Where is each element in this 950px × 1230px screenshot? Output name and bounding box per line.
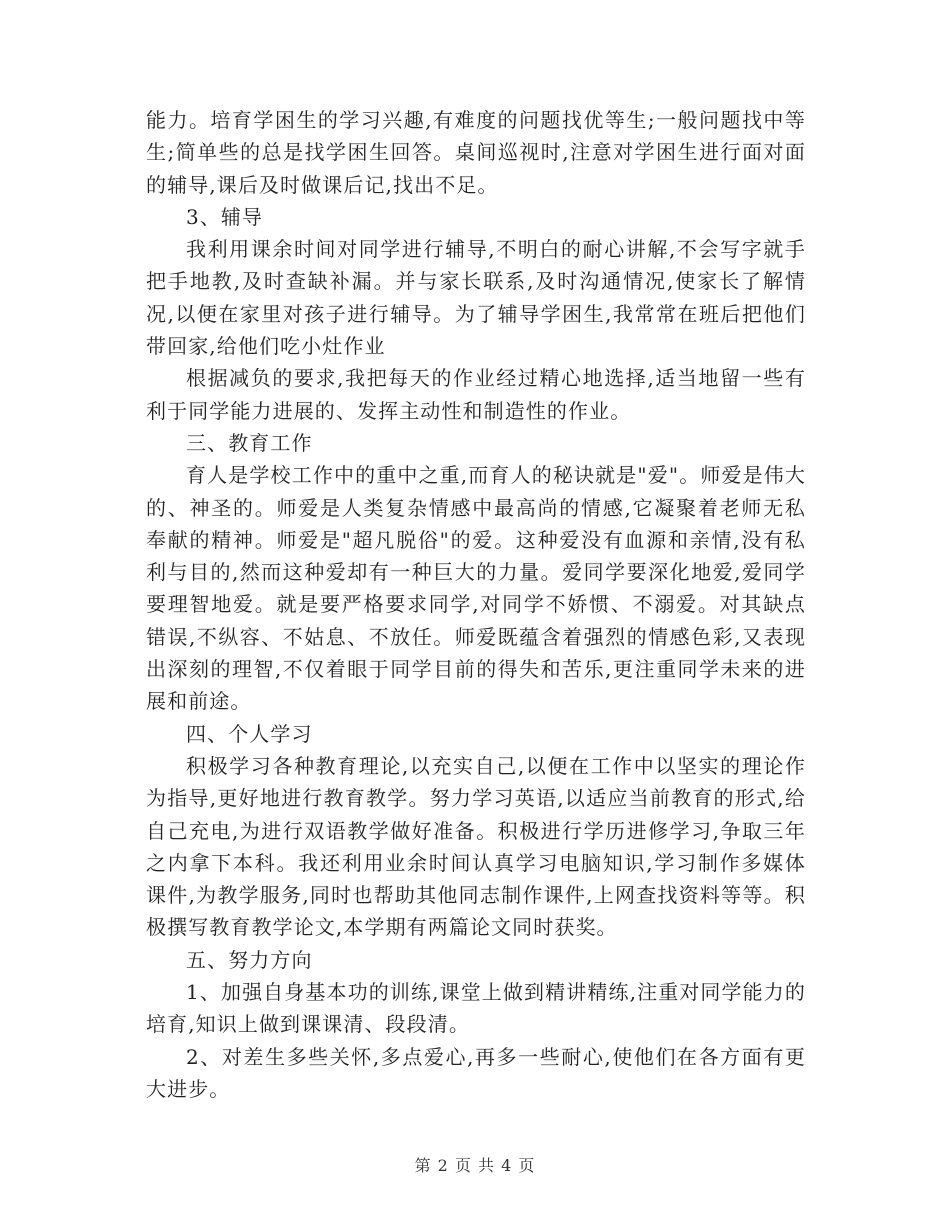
section-heading-direction: 五、努力方向 xyxy=(186,947,313,972)
list-item-direction-1: 1、加强自身基本功的训练,课堂上做到精讲精练,注重对同学能力的培育,知识上做到课课清、段段清。 xyxy=(146,980,806,1037)
list-item-direction-2: 2、对差生多些关怀,多点爱心,再多一些耐心,使他们在各方面有更大进步。 xyxy=(146,1044,806,1101)
paragraph-tutoring: 我利用课余时间对同学进行辅导,不明白的耐心讲解,不会写字就手把手地教,及时查缺补漏。并与家长联系,及时沟通情况,使家长了解情况,以便在家里对孩子进行辅导。为了辅导学困生,我常常在班后把他们带回家,给他们吃小灶作业 xyxy=(146,237,806,359)
paragraph-personal-study: 积极学习各种教育理论,以充实自己,以便在工作中以坚实的理论作为指导,更好地进行教育教学。努力学习英语,以适应当前教育的形式,给自己充电,为进行双语教学做好准备。积极进行学历进修学习,争取三年之内拿下本科。我还利用业余时间认真学习电脑知识,学习制作多媒体课件,为教学服务,同时也帮助其他同志制作课件,上网查找资料等等。积极撰写教育教学论文,本学期有两篇论文同时获奖。 xyxy=(146,753,806,940)
page-number-footer: 第 2 页 共 4 页 xyxy=(414,1156,536,1175)
paragraph-homework: 根据减负的要求,我把每天的作业经过精心地选择,适当地留一些有利于同学能力进展的、发挥主动性和制造性的作业。 xyxy=(146,366,806,423)
section-heading-tutoring: 3、辅导 xyxy=(186,204,264,229)
document-body xyxy=(146,104,806,1105)
paragraph-education-work: 育人是学校工作中的重中之重,而育人的秘诀就是"爱"。师爱是伟大的、神圣的。师爱是人类复杂情感中最高尚的情感,它凝聚着老师无私奉献的精神。师爱是"超凡脱俗"的爱。这种爱没有血源和亲情,没有私利与目的,然而这种爱却有一种巨大的力量。爱同学要深化地爱,爱同学要理智地爱。就是要严格要求同学,对同学不娇惯、不溺爱。对其缺点错误,不纵容、不姑息、不放任。师爱既蕴含着强烈的情感色彩,又表现出深刻的理智,不仅着眼于同学目前的得失和苦乐,更注重同学未来的进展和前途。 xyxy=(146,463,806,714)
section-heading-personal-study: 四、个人学习 xyxy=(186,721,313,746)
section-heading-education-work: 三、教育工作 xyxy=(186,430,313,455)
paragraph-continuation: 能力。培育学困生的学习兴趣,有难度的问题找优等生;一般问题找中等生;简单些的总是找学困生回答。桌间巡视时,注意对学困生进行面对面的辅导,课后及时做课后记,找出不足。 xyxy=(146,108,806,197)
